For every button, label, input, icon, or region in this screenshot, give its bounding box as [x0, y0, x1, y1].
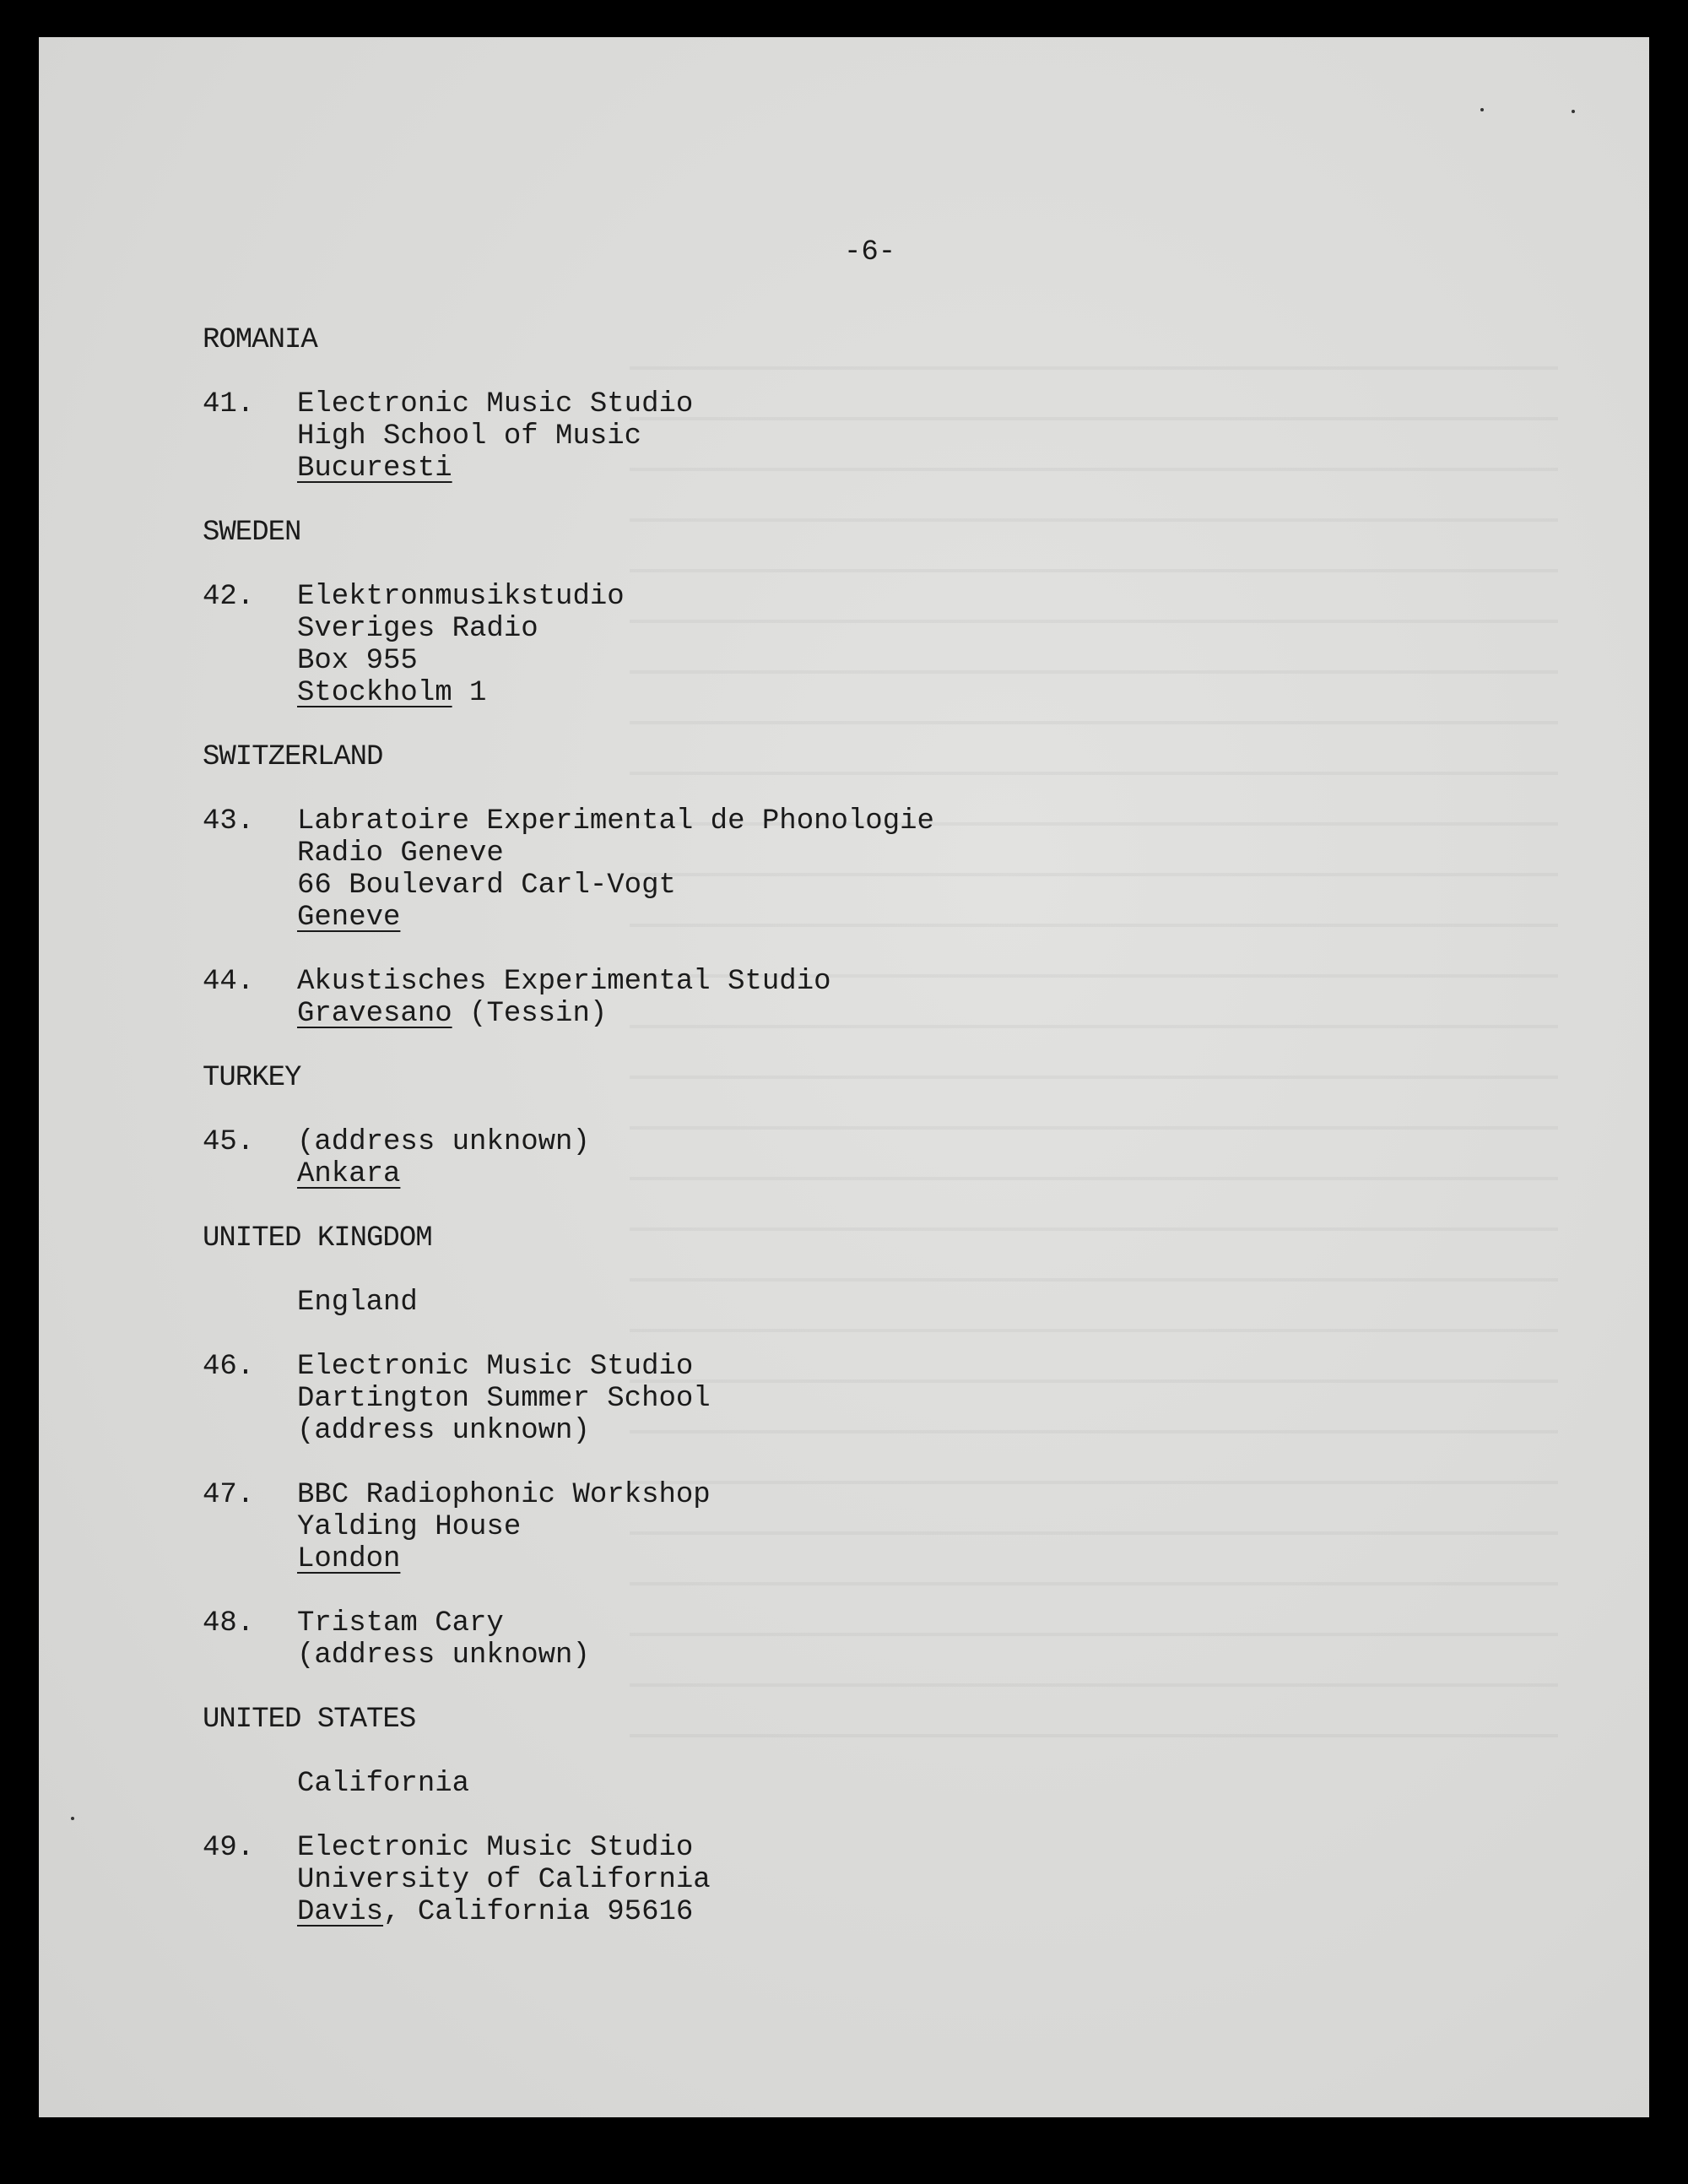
address-line: Electronic Music Studio	[297, 1351, 694, 1383]
entry-number: 48.	[203, 1607, 255, 1639]
address-line: Elektronmusikstudio	[297, 581, 625, 613]
city-name: Gravesano	[297, 998, 452, 1030]
entry-address	[297, 581, 625, 709]
entry-number: 49.	[203, 1832, 255, 1864]
address-line: Box 955	[297, 645, 418, 677]
address-line: Tristam Cary	[297, 1607, 504, 1639]
address-line: Yalding House	[297, 1511, 522, 1543]
country-heading: ROMANIA	[203, 324, 317, 356]
directory-entry	[203, 388, 1469, 485]
entry-number: 42.	[203, 581, 255, 613]
country-heading: TURKEY	[203, 1062, 301, 1094]
address-line: (address unknown)	[297, 1639, 590, 1672]
entry-address	[297, 1351, 711, 1447]
country-heading: UNITED KINGDOM	[203, 1222, 432, 1255]
entry-number: 46.	[203, 1351, 255, 1383]
address-line: Akustisches Experimental Studio	[297, 966, 831, 998]
address-line: Electronic Music Studio	[297, 388, 694, 420]
speck-mark	[71, 1817, 74, 1820]
address-line: Electronic Music Studio	[297, 1832, 694, 1864]
region-heading: California	[297, 1768, 470, 1800]
entry-address	[297, 1832, 711, 1928]
entry-number: 44.	[203, 966, 255, 998]
entry-number: 41.	[203, 388, 255, 420]
directory-entry	[203, 805, 1469, 934]
directory-entry	[203, 1479, 1469, 1575]
city-name: Geneve	[297, 902, 401, 934]
entry-address	[297, 1607, 590, 1672]
address-line: 66 Boulevard Carl-Vogt	[297, 870, 676, 902]
city-name: Stockholm	[297, 677, 452, 709]
entry-number: 43.	[203, 805, 255, 837]
postal-district: 1	[452, 677, 487, 709]
address-line: (address unknown)	[297, 1415, 590, 1447]
address-line: University of California	[297, 1864, 711, 1896]
country-heading: SWITZERLAND	[203, 741, 383, 773]
city-name: London	[297, 1543, 401, 1575]
speck-mark	[1480, 108, 1484, 111]
speck-mark	[1572, 110, 1575, 113]
address-line: Labratoire Experimental de Phonologie	[297, 805, 934, 837]
address-line: (address unknown)	[297, 1126, 590, 1158]
entry-address	[297, 805, 934, 934]
directory-entry	[203, 1832, 1469, 1928]
studio-directory	[203, 324, 1469, 1960]
entry-address	[297, 388, 693, 485]
address-line: Radio Geneve	[297, 837, 504, 870]
region-name: (Tessin)	[452, 998, 608, 1030]
directory-entry	[203, 966, 1469, 1030]
entry-address	[297, 1126, 590, 1190]
city-name: Davis	[297, 1896, 384, 1928]
address-line: Dartington Summer School	[297, 1383, 711, 1415]
entry-address	[297, 966, 831, 1030]
state-zip: , California 95616	[383, 1896, 694, 1928]
city-name: Ankara	[297, 1158, 401, 1190]
region-heading: England	[297, 1287, 418, 1319]
entry-number: 47.	[203, 1479, 255, 1511]
country-heading: UNITED STATES	[203, 1704, 416, 1736]
directory-entry	[203, 1351, 1469, 1447]
entry-number: 45.	[203, 1126, 255, 1158]
address-line: Sveriges Radio	[297, 613, 538, 645]
country-heading: SWEDEN	[203, 517, 301, 549]
address-line: High School of Music	[297, 420, 642, 453]
directory-entry	[203, 581, 1469, 709]
page-number: -6-	[844, 236, 896, 268]
directory-entry	[203, 1126, 1469, 1190]
city-name: Bucuresti	[297, 453, 452, 485]
address-line: BBC Radiophonic Workshop	[297, 1479, 711, 1511]
document-page	[39, 37, 1649, 2117]
entry-address	[297, 1479, 711, 1575]
directory-entry	[203, 1607, 1469, 1672]
